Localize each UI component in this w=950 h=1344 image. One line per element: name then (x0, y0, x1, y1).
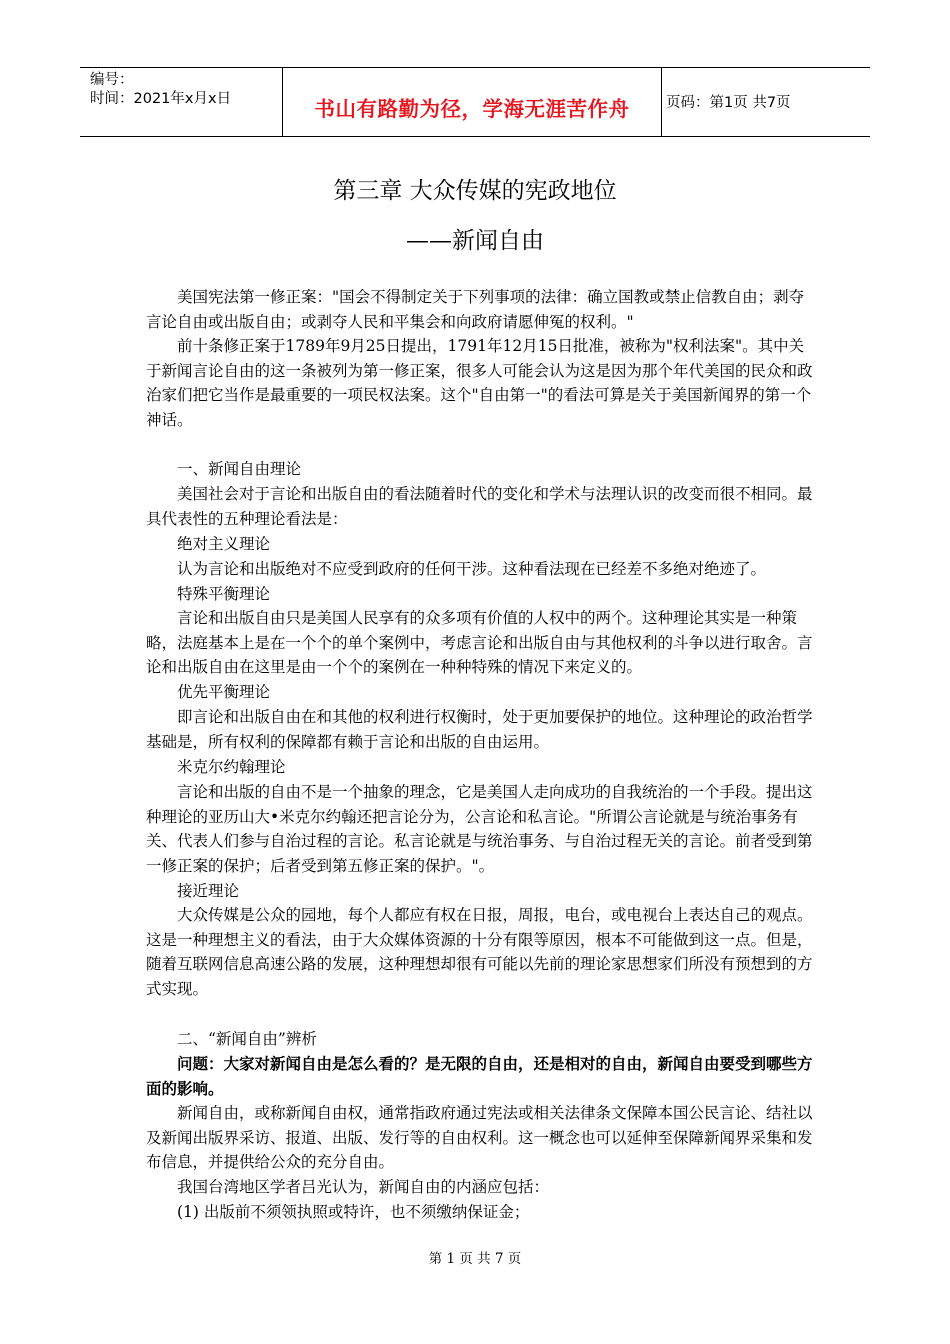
header-motto-cell (282, 68, 662, 136)
list-item: (1) 出版前不须领执照或特许，也不须缴纳保证金； (177, 1203, 530, 1221)
paragraph: 前十条修正案于1789年9月25日提出，1791年12月15日批准，被称为"权利法案"。其中关于新闻言论自由的这一条被列为第一修正案，很多人可能会认为这是因为那个年代美国的民众和政治家们把它当作是最重要的一项民权法案。这个"自由第一"的看法可算是关于美国新闻界的第一个神话。 (146, 337, 813, 429)
header-page-info: 页码：第1页 共7页 (666, 95, 791, 111)
section-heading: 一、新闻自由理论 (177, 460, 302, 478)
paragraph: 言论和出版自由只是美国人民享有的众多项有价值的人权中的两个。这种理论其实是一种策略，法庭基本上是在一个个的单个案例中，考虑言论和出版自由与其他权利的斗争以进行取舍。言论和出版自由在这里是由一个个的案例在一种种特殊的情况下来定义的。 (146, 609, 813, 676)
chapter-title: 第三章 大众传媒的宪政地位 (333, 178, 617, 204)
chapter-subtitle: ——新闻自由 (406, 228, 544, 254)
subsection-heading: 绝对主义理论 (177, 535, 271, 553)
document-date-label: 时间：2021年x月x日 (90, 91, 232, 107)
paragraph: 我国台湾地区学者吕光认为，新闻自由的内涵应包括： (177, 1178, 550, 1196)
paragraph: 即言论和出版自由在和其他的权利进行权衡时，处于更加要保护的地位。这种理论的政治哲学基础是，所有权利的保障都有赖于言论和出版的自由运用。 (146, 708, 813, 751)
paragraph: 美国宪法第一修正案："国会不得制定关于下列事项的法律：确立国教或禁止信教自由；剥夺言论自由或出版自由；或剥夺人民和平集会和向政府请愿伸冤的权利。" (146, 288, 805, 331)
subsection-heading: 优先平衡理论 (177, 683, 271, 701)
page-footer: 第 1 页 共 7 页 (428, 1251, 522, 1267)
header-left-cell (80, 68, 280, 136)
header-motto: 书山有路勤为径，学海无涯苦作舟 (314, 97, 630, 121)
header-table (80, 67, 870, 137)
section-heading: 二、“新闻自由”辨析 (177, 1030, 317, 1048)
paragraph: 言论和出版的自由不是一个抽象的理念，它是美国人走向成功的自我统治的一个手段。提出这种理论的亚历山大•米克尔约翰还把言论分为，公言论和私言论。"所谓公言论就是与统治事务有关、代表人们参与自治过程的言论。私言论就是与统治事务、与自治过程无关的言论。前者受到第一修正案的保护；后者受到第五修正案的保护。"。 (146, 783, 813, 875)
header-page-cell (660, 68, 870, 136)
paragraph: 大众传媒是公众的园地，每个人都应有权在日报，周报，电台，或电视台上表达自己的观点。这是一种理想主义的看法，由于大众媒体资源的十分有限等原因，根本不可能做到这一点。但是，随着互联网信息高速公路的发展，这种理想却很有可能以先前的理论家思想家们所没有预想到的方式实现。 (146, 906, 813, 998)
paragraph: 认为言论和出版绝对不应受到政府的任何干涉。这种看法现在已经差不多绝对绝迹了。 (177, 560, 767, 578)
subsection-heading: 米克尔约翰理论 (177, 758, 286, 776)
paragraph: 新闻自由，或称新闻自由权，通常指政府通过宪法或相关法律条文保障本国公民言论、结社以及新闻出版界采访、报道、出版、发行等的自由权利。这一概念也可以延伸至保障新闻界采集和发布信息，并提供给公众的充分自由。 (146, 1104, 813, 1171)
document-number-label: 编号： (90, 72, 134, 88)
subsection-heading: 特殊平衡理论 (177, 585, 271, 603)
subsection-heading: 接近理论 (177, 882, 240, 900)
paragraph: 美国社会对于言论和出版自由的看法随着时代的变化和学术与法理认识的改变而很不相同。最具代表性的五种理论看法是： (146, 485, 813, 528)
question-paragraph: 问题：大家对新闻自由是怎么看的？是无限的自由，还是相对的自由，新闻自由要受到哪些方面的影响。 (146, 1054, 813, 1098)
